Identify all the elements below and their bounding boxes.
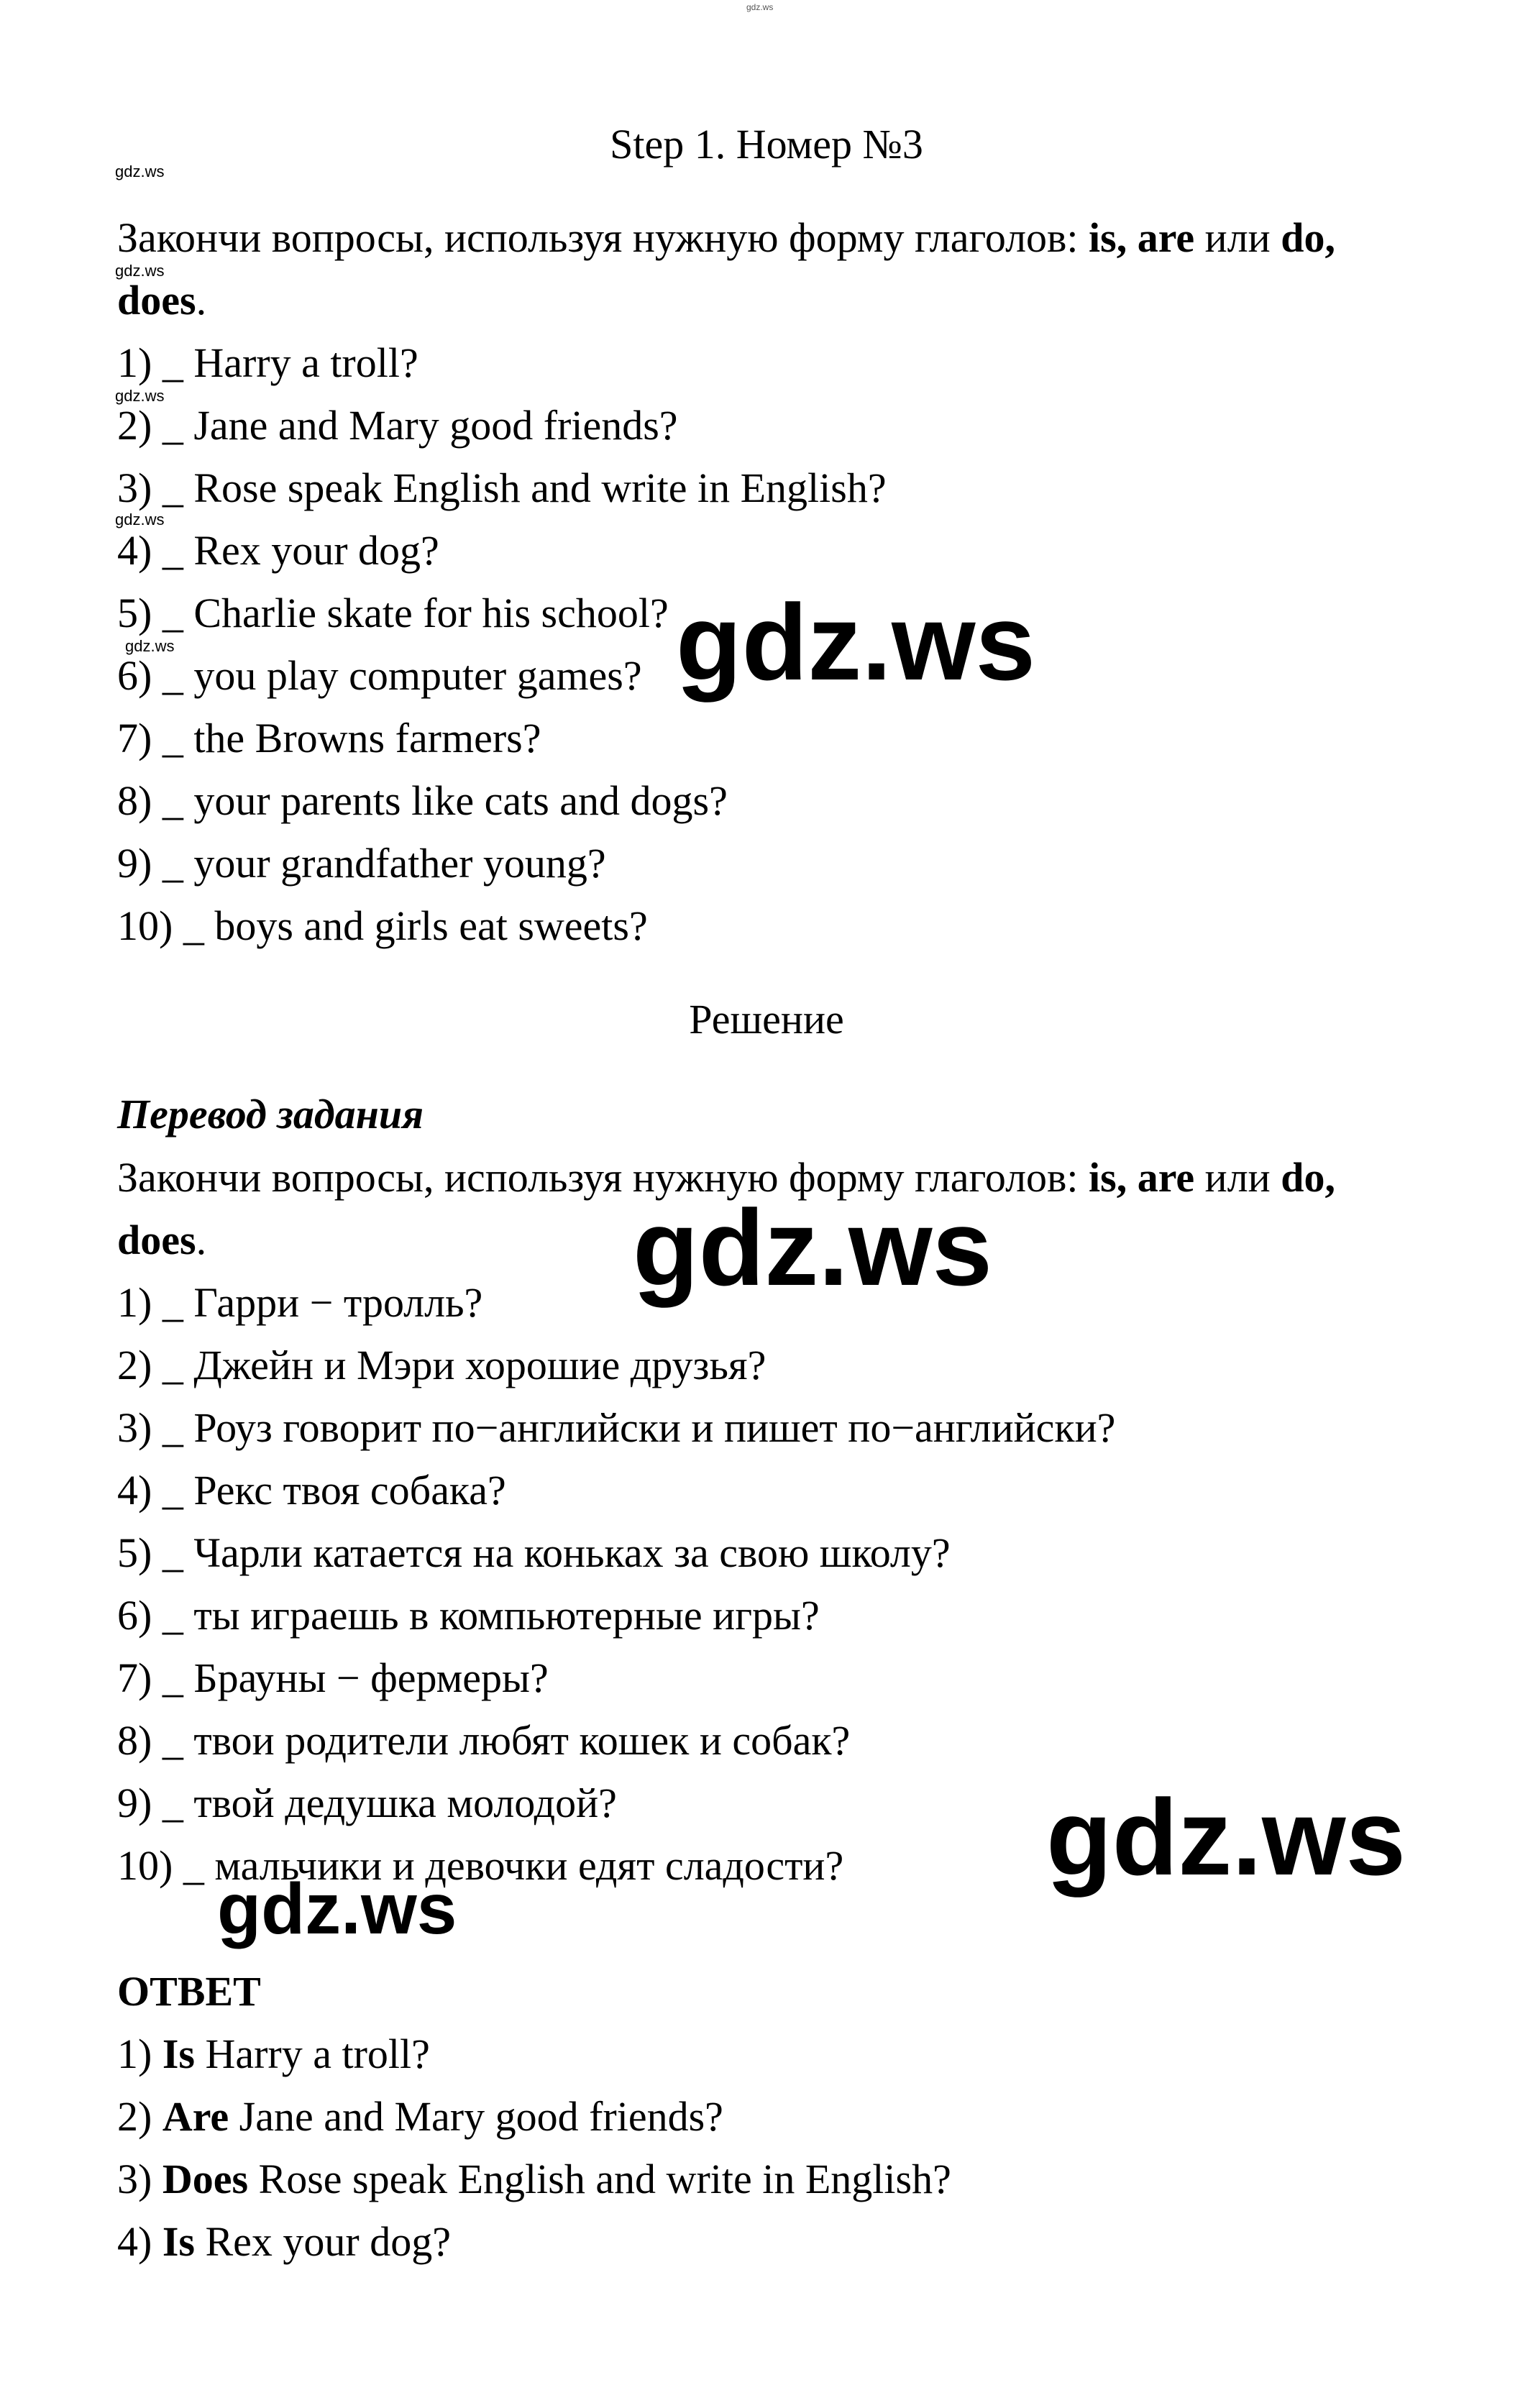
task-item: 6) _ you play computer games? (117, 652, 642, 699)
watermark-small: gdz.ws (125, 637, 175, 655)
translation-item: 2) _ Джейн и Мэри хорошие друзья? (117, 1342, 766, 1388)
task-item: 5) _ Charlie skate for his school? (117, 590, 669, 636)
answer-item: 3) Does Rose speak English and write in English? (117, 2156, 951, 2202)
answer-item: 4) Is Rex your dog? (117, 2218, 451, 2265)
translation-item: 4) _ Рекс твоя собака? (117, 1467, 506, 1514)
translation-item: 10) _ мальчики и девочки едят сладости? (117, 1842, 844, 1889)
watermark-small: gdz.ws (115, 387, 165, 405)
task-item: 10) _ boys and girls eat sweets? (117, 902, 648, 949)
translation-instruction-line: Закончи вопросы, используя нужную форму глаголов: is, are или do, (117, 1154, 1335, 1201)
task-item: 4) _ Rex your dog? (117, 527, 439, 574)
watermark-small: gdz.ws (115, 511, 165, 528)
watermark-small: gdz.ws (115, 262, 165, 280)
task-instruction-line: does. (117, 277, 207, 324)
translation-item: 6) _ ты играешь в компьютерные игры? (117, 1592, 820, 1639)
task-item: 1) _ Harry a troll? (117, 339, 418, 386)
watermark-top: gdz.ws (746, 2, 774, 12)
watermark-medium: gdz.ws (217, 1869, 457, 1949)
answer-item: 2) Are Jane and Mary good friends? (117, 2093, 723, 2140)
translation-item: 9) _ твой дедушка молодой? (117, 1780, 617, 1826)
answer-item: 1) Is Harry a troll? (117, 2031, 430, 2077)
watermark-large: gdz.ws (1046, 1777, 1406, 1897)
translation-item: 8) _ твои родители любят кошек и собак? (117, 1717, 851, 1764)
translation-instruction-line: does. (117, 1217, 207, 1263)
translation-item: 5) _ Чарли катается на коньках за свою школу? (117, 1529, 951, 1576)
task-item: 7) _ the Browns farmers? (117, 715, 541, 761)
task-instruction-line: Закончи вопросы, используя нужную форму глаголов: is, are или do, (117, 214, 1335, 261)
watermark-large: gdz.ws (633, 1187, 993, 1308)
translation-item: 1) _ Гарри − тролль? (117, 1279, 483, 1326)
watermark-small: gdz.ws (115, 162, 165, 180)
translation-item: 3) _ Роуз говорит по−английски и пишет по−английски? (117, 1404, 1116, 1451)
task-title: Step 1. Номер №3 (610, 121, 923, 168)
task-item: 2) _ Jane and Mary good friends? (117, 402, 678, 449)
task-item: 9) _ your grandfather young? (117, 840, 606, 887)
answer-heading: ОТВЕТ (117, 1968, 261, 2015)
translation-item: 7) _ Брауны − фермеры? (117, 1654, 549, 1701)
task-item: 3) _ Rose speak English and write in English? (117, 464, 887, 511)
task-item: 8) _ your parents like cats and dogs? (117, 777, 728, 824)
solution-heading: Решение (689, 996, 844, 1043)
watermark-large: gdz.ws (676, 582, 1036, 702)
translation-heading: Перевод задания (117, 1091, 424, 1137)
